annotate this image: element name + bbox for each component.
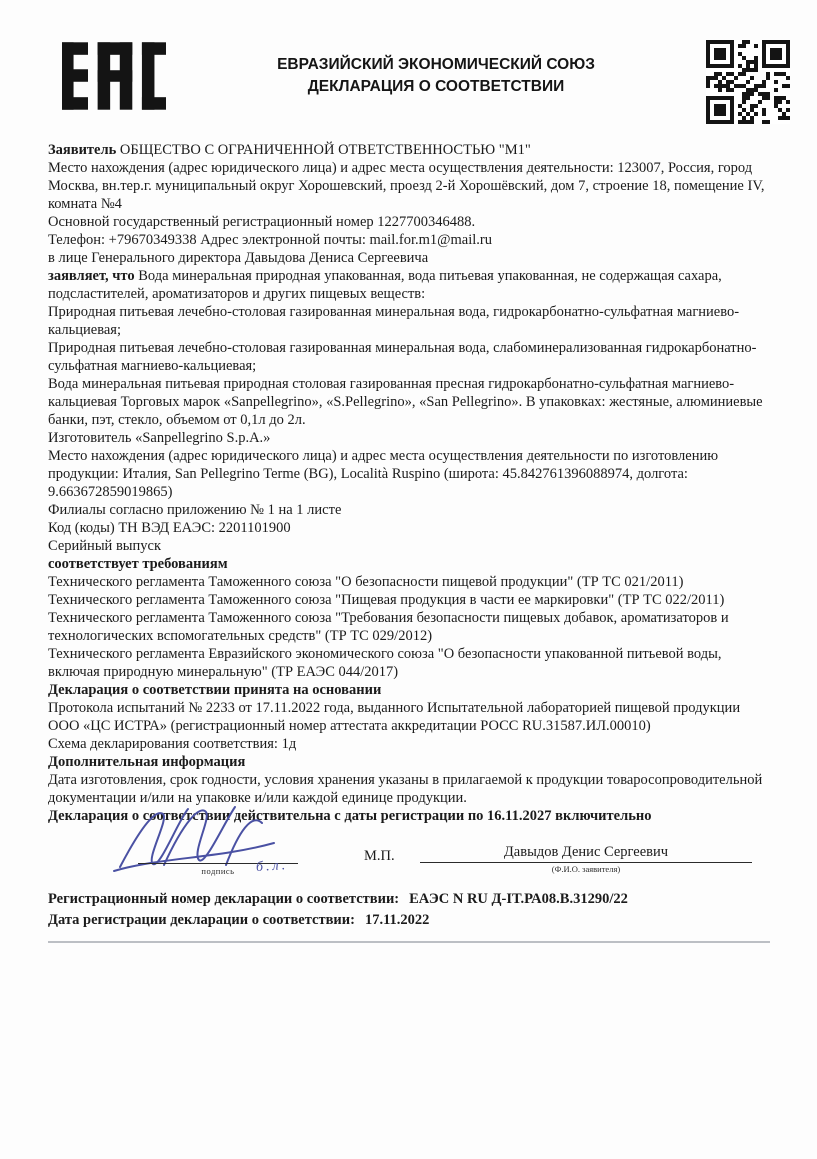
- manufacturer-line: Изготовитель «Sanpellegrino S.p.A.»: [48, 430, 271, 446]
- declarant-caption: (Ф.И.О. заявителя): [551, 864, 621, 874]
- product-item: Природная питьевая лечебно-столовая газированная минеральная вода, слабоминерализованная гидрокарбонатно-сульфатная магниево-кальциевая;: [48, 340, 757, 374]
- compliance-heading: соответствует требованиям: [48, 556, 228, 572]
- serial-release-line: Серийный выпуск: [48, 538, 162, 554]
- registration-date-label: Дата регистрации декларации о соответствии:: [48, 912, 355, 928]
- additional-info-text: Дата изготовления, срок годности, условия хранения указаны в прилагаемой к продукции товаросопроводительной документации и/или на упаковке и/или каждой единице продукции.: [48, 772, 763, 806]
- registration-number-label: Регистрационный номер декларации о соответствии:: [48, 891, 400, 907]
- tnved-code-line: Код (коды) ТН ВЭД ЕАЭС: 2201101900: [48, 520, 291, 536]
- applicant-address: Место нахождения (адрес юридического лица) и адрес места осуществления деятельности: 123007, Россия, город Москва, вн.тер.г. муниципальный округ Хорошевский, проезд 2-й Хорошёвский, дом 7, строение 18, помещение IV, комната №4: [48, 160, 765, 212]
- handwritten-note: б.л.: [255, 857, 289, 876]
- applicant-label: Заявитель: [48, 142, 117, 158]
- registration-number-value: ЕАЭС N RU Д-IT.РА08.В.31290/22: [409, 891, 628, 907]
- regulation-item: Технического регламента Таможенного союза "О безопасности пищевой продукции" (ТР ТС 021/2011): [48, 574, 684, 590]
- branches-line: Филиалы согласно приложению № 1 на 1 листе: [48, 502, 342, 518]
- title-line-union: ЕВРАЗИЙСКИЙ ЭКОНОМИЧЕСКИЙ СОЮЗ: [277, 56, 595, 73]
- document-title: [166, 40, 706, 98]
- basis-text: Протокола испытаний № 2233 от 17.11.2022 года, выданного Испытательной лабораторией пищевой продукции ООО «ЦС ИСТРА» (регистрационный номер аттестата аккредитации РОСС RU.31587.ИЛ.00010): [48, 700, 741, 734]
- qr-code-icon: [706, 40, 790, 124]
- manufacturer-address: Место нахождения (адрес юридического лица) и адрес места осуществления деятельности по изготовлению продукции: Италия, San Pellegrino Terme (BG), Località Ruspino (широта: 45.842761396088974, долгота: 9.663672859019865): [48, 448, 719, 500]
- eac-logo-icon: [62, 40, 166, 112]
- ogrn-line: Основной государственный регистрационный номер 1227700346488.: [48, 214, 476, 230]
- basis-heading: Декларация о соответствии принята на основании: [48, 682, 382, 698]
- signature-block: [48, 831, 770, 883]
- signature-caption: подпись: [201, 866, 235, 876]
- bottom-separator: [48, 941, 770, 943]
- registration-number-line: [48, 889, 770, 910]
- declarant-block: [420, 831, 752, 874]
- regulation-item: Технического регламента Таможенного союза "Пищевая продукция в части ее маркировки" (ТР ТС 022/2011): [48, 592, 725, 608]
- product-item: Природная питьевая лечебно-столовая газированная минеральная вода, гидрокарбонатно-сульфатная магниево-кальциевая;: [48, 304, 740, 338]
- regulation-item: Технического регламента Таможенного союза "Требования безопасности пищевых добавок, ароматизаторов и технологических вспомогательных средств" (ТР ТС 029/2012): [48, 610, 729, 644]
- applicant-name: ОБЩЕСТВО С ОГРАНИЧЕННОЙ ОТВЕТСТВЕННОСТЬЮ "М1": [119, 142, 531, 158]
- registration-date-line: [48, 910, 770, 931]
- declaration-statement: [48, 267, 770, 303]
- registration-footer: [48, 889, 770, 931]
- registration-date-value: 17.11.2022: [364, 912, 430, 928]
- contacts-line: Телефон: +79670349338 Адрес электронной почты: mail.for.m1@mail.ru: [48, 232, 492, 248]
- representative-line: в лице Генерального директора Давыдова Дениса Сергеевича: [48, 250, 429, 266]
- scheme-line: Схема декларирования соответствия: 1д: [48, 736, 297, 752]
- applicant-line: [48, 141, 770, 159]
- title-line-declaration: ДЕКЛАРАЦИЯ О СООТВЕТСТВИИ: [307, 78, 565, 95]
- stamp-placeholder: М.П.: [364, 848, 395, 864]
- product-item: Вода минеральная питьевая природная столовая газированная пресная гидрокарбонатно-сульфатная магниево-кальциевая Торговых марок «Sanpellegrino», «S.Pellegrino», «San Pellegrino». В упаковках: жестяные, алюминиевые банки, пэт, стекло, объемом от 0,1л до 2л.: [48, 376, 763, 428]
- document-body: [48, 141, 770, 825]
- declares-text: Вода минеральная природная упакованная, вода питьевая упакованная, не содержащая сахара, подсластителей, ароматизаторов и других пищевых веществ:: [48, 268, 722, 302]
- document-header: [0, 0, 817, 124]
- declarant-name: Давыдов Денис Сергеевич: [503, 844, 669, 860]
- declares-label: заявляет, что: [48, 268, 135, 284]
- validity-line: Декларация о соответствии действительна с даты регистрации по 16.11.2027 включительно: [48, 808, 652, 824]
- regulation-item: Технического регламента Евразийского экономического союза "О безопасности упакованной питьевой воды, включая природную минеральную" (ТР ЕАЭС 044/2017): [48, 646, 722, 680]
- additional-info-heading: Дополнительная информация: [48, 754, 246, 770]
